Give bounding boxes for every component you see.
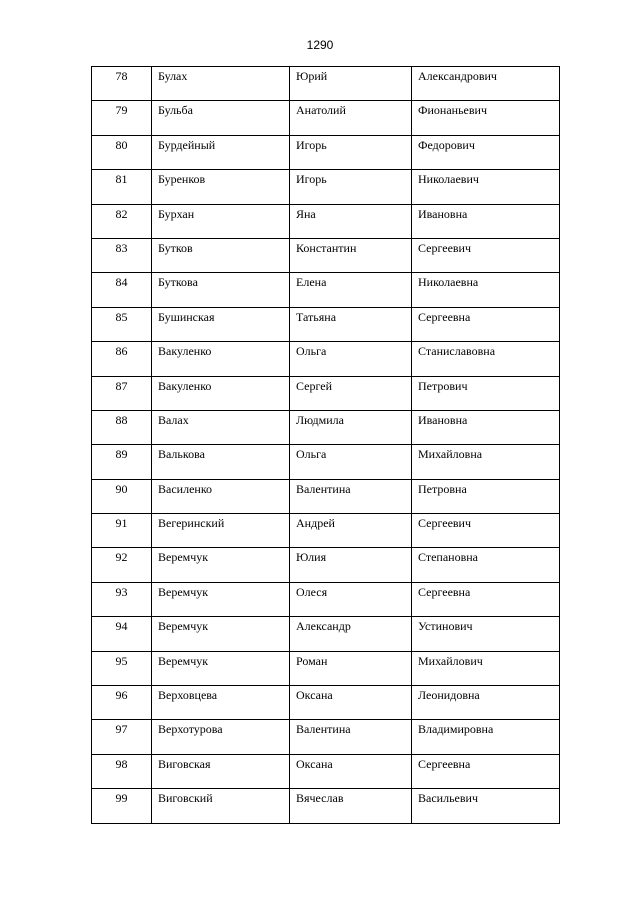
- row-number-cell: [92, 376, 152, 410]
- last-name: Валах: [158, 412, 189, 427]
- patronymic-cell: [412, 307, 560, 341]
- last-name-cell: [152, 617, 290, 651]
- first-name: Татьяна: [296, 309, 337, 324]
- first-name: Ольга: [296, 447, 327, 462]
- first-name: Игорь: [296, 172, 327, 187]
- first-name: Андрей: [296, 516, 335, 531]
- table-row: [92, 686, 560, 720]
- table-row: [92, 410, 560, 444]
- last-name: Вакуленко: [158, 378, 212, 393]
- row-number-cell: [92, 238, 152, 272]
- patronymic-cell: [412, 67, 560, 101]
- first-name: Юрий: [296, 69, 328, 83]
- row-number: 95: [115, 653, 128, 668]
- last-name-cell: [152, 514, 290, 548]
- first-name: Ольга: [296, 344, 327, 359]
- row-number-cell: [92, 479, 152, 513]
- patronymic: Николаевич: [418, 172, 479, 187]
- table-row: [92, 135, 560, 169]
- patronymic-cell: [412, 170, 560, 204]
- patronymic-cell: [412, 410, 560, 444]
- first-name-cell: [290, 376, 412, 410]
- table-row: [92, 789, 560, 823]
- table-row: [92, 445, 560, 479]
- row-number-cell: [92, 170, 152, 204]
- row-number: 84: [115, 275, 128, 290]
- last-name: Буткова: [158, 275, 198, 290]
- last-name-cell: [152, 479, 290, 513]
- row-number: 86: [115, 344, 128, 359]
- table-row: [92, 342, 560, 376]
- first-name-cell: [290, 479, 412, 513]
- last-name-cell: [152, 238, 290, 272]
- row-number-cell: [92, 514, 152, 548]
- first-name: Оксана: [296, 688, 333, 703]
- last-name-cell: [152, 582, 290, 616]
- last-name: Веремчук: [158, 619, 209, 634]
- first-name: Александр: [296, 619, 351, 634]
- last-name: Бурдейный: [158, 137, 216, 152]
- last-name-cell: [152, 273, 290, 307]
- patronymic-cell: [412, 617, 560, 651]
- patronymic-cell: [412, 479, 560, 513]
- patronymic-cell: [412, 376, 560, 410]
- table-row: [92, 514, 560, 548]
- first-name-cell: [290, 548, 412, 582]
- first-name-cell: [290, 67, 412, 101]
- first-name-cell: [290, 686, 412, 720]
- patronymic: Николаевна: [418, 275, 479, 290]
- last-name-cell: [152, 204, 290, 238]
- row-number: 91: [115, 516, 128, 531]
- row-number-cell: [92, 307, 152, 341]
- patronymic: Сергеевич: [418, 240, 472, 255]
- patronymic: Сергеевна: [418, 756, 471, 771]
- patronymic-cell: [412, 135, 560, 169]
- patronymic: Федорович: [418, 137, 475, 152]
- last-name: Веремчук: [158, 584, 209, 599]
- patronymic-cell: [412, 445, 560, 479]
- patronymic-cell: [412, 686, 560, 720]
- first-name-cell: [290, 617, 412, 651]
- patronymic: Васильевич: [418, 791, 478, 806]
- last-name: Валькова: [158, 447, 205, 462]
- last-name-cell: [152, 376, 290, 410]
- table-row: [92, 67, 560, 101]
- first-name: Анатолий: [296, 103, 346, 118]
- table-row: [92, 273, 560, 307]
- row-number: 85: [115, 309, 128, 324]
- first-name: Людмила: [296, 412, 344, 427]
- row-number: 81: [115, 172, 128, 187]
- table-row: [92, 170, 560, 204]
- first-name: Константин: [296, 240, 357, 255]
- last-name: Веремчук: [158, 653, 209, 668]
- table-row: [92, 754, 560, 788]
- first-name: Игорь: [296, 137, 327, 152]
- last-name-cell: [152, 170, 290, 204]
- row-number: 93: [115, 584, 128, 599]
- last-name-cell: [152, 720, 290, 754]
- last-name: Вегеринский: [158, 516, 225, 531]
- last-name-cell: [152, 410, 290, 444]
- first-name: Сергей: [296, 378, 332, 393]
- row-number: 90: [115, 481, 128, 496]
- row-number: 78: [115, 69, 128, 83]
- first-name: Валентина: [296, 481, 351, 496]
- first-name-cell: [290, 410, 412, 444]
- patronymic: Михайловна: [418, 447, 483, 462]
- patronymic: Михайлович: [418, 653, 483, 668]
- first-name: Елена: [296, 275, 327, 290]
- first-name: Оксана: [296, 756, 333, 771]
- row-number-cell: [92, 582, 152, 616]
- row-number: 82: [115, 206, 128, 221]
- last-name: Веремчук: [158, 550, 209, 565]
- table-row: [92, 548, 560, 582]
- table-row: [92, 720, 560, 754]
- row-number: 88: [115, 412, 128, 427]
- patronymic: Петровна: [418, 481, 467, 496]
- patronymic-cell: [412, 273, 560, 307]
- first-name: Вячеслав: [296, 791, 344, 806]
- last-name: Виговская: [158, 756, 211, 771]
- last-name-cell: [152, 135, 290, 169]
- table-row: [92, 204, 560, 238]
- patronymic-cell: [412, 342, 560, 376]
- names-table: [91, 66, 560, 824]
- last-name: Бульба: [158, 103, 193, 118]
- last-name-cell: [152, 445, 290, 479]
- last-name-cell: [152, 342, 290, 376]
- first-name-cell: [290, 204, 412, 238]
- row-number-cell: [92, 204, 152, 238]
- first-name: Роман: [296, 653, 328, 668]
- last-name: Василенко: [158, 481, 213, 496]
- row-number-cell: [92, 342, 152, 376]
- row-number: 96: [115, 688, 128, 703]
- last-name-cell: [152, 651, 290, 685]
- patronymic: Ивановна: [418, 412, 468, 427]
- patronymic-cell: [412, 789, 560, 823]
- first-name-cell: [290, 273, 412, 307]
- patronymic-cell: [412, 514, 560, 548]
- row-number-cell: [92, 135, 152, 169]
- last-name-cell: [152, 101, 290, 135]
- row-number-cell: [92, 445, 152, 479]
- first-name-cell: [290, 135, 412, 169]
- row-number: 79: [115, 103, 128, 118]
- last-name-cell: [152, 307, 290, 341]
- first-name-cell: [290, 789, 412, 823]
- patronymic-cell: [412, 101, 560, 135]
- first-name-cell: [290, 445, 412, 479]
- row-number-cell: [92, 410, 152, 444]
- last-name-cell: [152, 754, 290, 788]
- first-name: Яна: [296, 206, 316, 221]
- patronymic-cell: [412, 238, 560, 272]
- patronymic-cell: [412, 548, 560, 582]
- patronymic: Петрович: [418, 378, 468, 393]
- patronymic: Устинович: [418, 619, 473, 634]
- row-number-cell: [92, 617, 152, 651]
- last-name: Верховцева: [158, 688, 218, 703]
- last-name: Булах: [158, 69, 188, 83]
- patronymic: Владимировна: [418, 722, 494, 737]
- table-row: [92, 617, 560, 651]
- first-name-cell: [290, 582, 412, 616]
- row-number: 97: [115, 722, 128, 737]
- first-name-cell: [290, 514, 412, 548]
- row-number: 98: [115, 756, 128, 771]
- last-name: Верхотурова: [158, 722, 223, 737]
- last-name: Бушинская: [158, 309, 215, 324]
- patronymic: Станиславовна: [418, 344, 496, 359]
- row-number-cell: [92, 548, 152, 582]
- patronymic: Сергеевна: [418, 309, 471, 324]
- table-row: [92, 101, 560, 135]
- row-number-cell: [92, 754, 152, 788]
- first-name-cell: [290, 307, 412, 341]
- row-number-cell: [92, 651, 152, 685]
- last-name-cell: [152, 686, 290, 720]
- patronymic: Леонидовна: [418, 688, 480, 703]
- first-name-cell: [290, 238, 412, 272]
- first-name: Олеся: [296, 584, 328, 599]
- last-name: Бутков: [158, 240, 193, 255]
- last-name: Буренков: [158, 172, 206, 187]
- patronymic: Сергеевич: [418, 516, 472, 531]
- table-row: [92, 582, 560, 616]
- last-name-cell: [152, 67, 290, 101]
- first-name-cell: [290, 170, 412, 204]
- first-name: Юлия: [296, 550, 327, 565]
- row-number: 80: [115, 137, 128, 152]
- first-name-cell: [290, 754, 412, 788]
- row-number: 89: [115, 447, 128, 462]
- table-row: [92, 651, 560, 685]
- row-number: 87: [115, 378, 128, 393]
- first-name: Валентина: [296, 722, 351, 737]
- page-number: 1290: [306, 38, 334, 52]
- last-name: Виговский: [158, 791, 213, 806]
- table-row: [92, 376, 560, 410]
- patronymic: Сергеевна: [418, 584, 471, 599]
- last-name: Вакуленко: [158, 344, 212, 359]
- patronymic-cell: [412, 204, 560, 238]
- patronymic: Александрович: [418, 69, 497, 83]
- last-name-cell: [152, 789, 290, 823]
- names-table-body: [92, 67, 560, 824]
- row-number: 83: [115, 240, 128, 255]
- row-number: 99: [115, 791, 128, 806]
- first-name-cell: [290, 720, 412, 754]
- row-number-cell: [92, 686, 152, 720]
- patronymic: Ивановна: [418, 206, 468, 221]
- row-number-cell: [92, 67, 152, 101]
- first-name-cell: [290, 342, 412, 376]
- table-row: [92, 307, 560, 341]
- row-number-cell: [92, 720, 152, 754]
- row-number-cell: [92, 101, 152, 135]
- patronymic-cell: [412, 754, 560, 788]
- first-name-cell: [290, 101, 412, 135]
- first-name-cell: [290, 651, 412, 685]
- row-number: 92: [115, 550, 128, 565]
- table-row: [92, 238, 560, 272]
- patronymic-cell: [412, 651, 560, 685]
- patronymic: Степановна: [418, 550, 478, 565]
- patronymic-cell: [412, 582, 560, 616]
- table-row: [92, 479, 560, 513]
- patronymic: Фионаньевич: [418, 103, 487, 118]
- row-number-cell: [92, 789, 152, 823]
- last-name-cell: [152, 548, 290, 582]
- patronymic-cell: [412, 720, 560, 754]
- row-number: 94: [115, 619, 128, 634]
- last-name: Бурхан: [158, 206, 195, 221]
- row-number-cell: [92, 273, 152, 307]
